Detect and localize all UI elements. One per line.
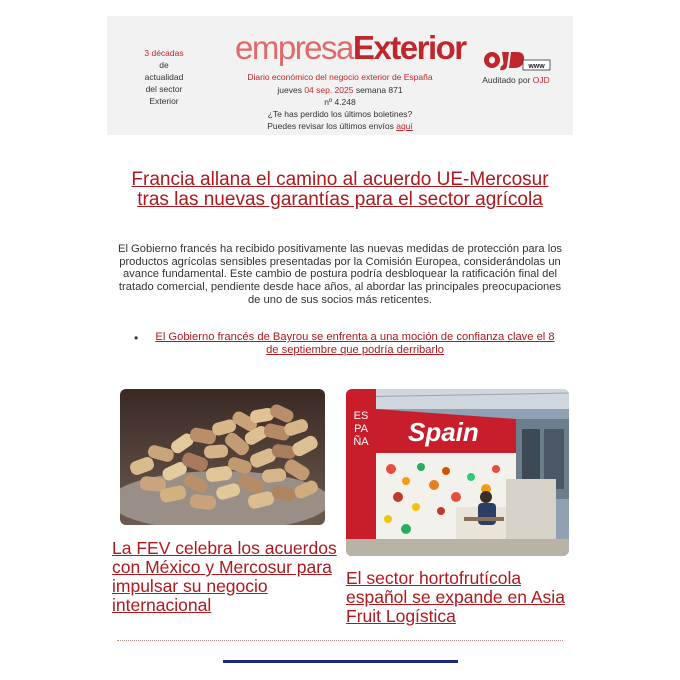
wine-corks-image[interactable] <box>120 389 325 525</box>
decades-line-3: del sector <box>145 84 183 94</box>
spain-pavilion-image[interactable] <box>346 389 569 556</box>
card-title-hortofruticola[interactable]: El sector hortofrutícola español se expande en Asia Fruit Logística <box>346 568 565 626</box>
date-prefix: jueves <box>277 85 305 95</box>
related-article-link[interactable]: El Gobierno francés de Bayrou se enfrenta a una moción de confianza clave el 8 de septiembre que podría derribarlo <box>155 331 555 356</box>
tagline: Diario económico del negocio exterior de España <box>247 72 433 82</box>
card-title-fev[interactable]: La FEV celebra los acuerdos con México y Mercosur para impulsar su negocio internacional <box>112 538 337 615</box>
newsletter-header <box>107 16 573 135</box>
decades-line-4: Exterior <box>149 96 179 106</box>
ojd-logo[interactable] <box>483 48 553 72</box>
wine-corks-illustration <box>120 389 325 525</box>
date-suffix: semana 871 <box>353 85 403 95</box>
ojd-www-text: www <box>528 63 545 70</box>
logo-part-exterior: Exterior <box>352 29 466 66</box>
ojd-j-shape <box>500 52 509 70</box>
missed-newsletters-text: ¿Te has perdido los últimos boletines? <box>267 109 413 119</box>
ojd-audit-caption <box>471 74 561 86</box>
decades-note <box>127 47 201 107</box>
review-text: Puedes revisar los últimos envíos <box>267 121 397 131</box>
date-value: 04 sep. 2025 <box>304 85 354 95</box>
review-link[interactable]: aquí <box>396 121 413 131</box>
decades-line-2: actualidad <box>144 72 184 82</box>
review-newsletters-text <box>217 120 463 132</box>
issue-number: nº 4.248 <box>324 97 356 107</box>
decades-line-1: de <box>159 60 169 70</box>
bullet-icon: • <box>134 331 139 345</box>
footer-blue-bar <box>223 660 458 663</box>
spain-pavilion-illustration <box>346 389 569 556</box>
ojd-d-shape <box>509 52 524 68</box>
spain-vertical-text: ES PA ÑA <box>353 410 369 448</box>
logo-part-empresa: empresa <box>235 29 353 66</box>
lead-article-body: El Gobierno francés ha recibido positivamente las nuevas medidas de protección para los productos agrícolas sensibles presentadas por la Comisión Europea, considerándolas un avance fundamental. Este cambio de postura podría desbloquear la ratificación final del tratado comercial, pendiente desde hace años, al abordar las principales preocupaciones de uno de sus socios más reticentes. <box>117 243 563 306</box>
section-divider <box>117 640 563 641</box>
decades-number: 3 décadas <box>144 48 184 58</box>
issue-date <box>217 84 463 96</box>
ojd-caption-link: OJD <box>532 75 550 85</box>
lead-article-title[interactable]: Francia allana el camino al acuerdo UE-Mercosur tras las nuevas garantías para el sector agrícola <box>131 169 549 210</box>
empresa-exterior-logo[interactable] <box>235 28 466 68</box>
spain-sign-text: Spain <box>408 417 479 447</box>
ojd-caption-text: Auditado por <box>482 75 533 85</box>
